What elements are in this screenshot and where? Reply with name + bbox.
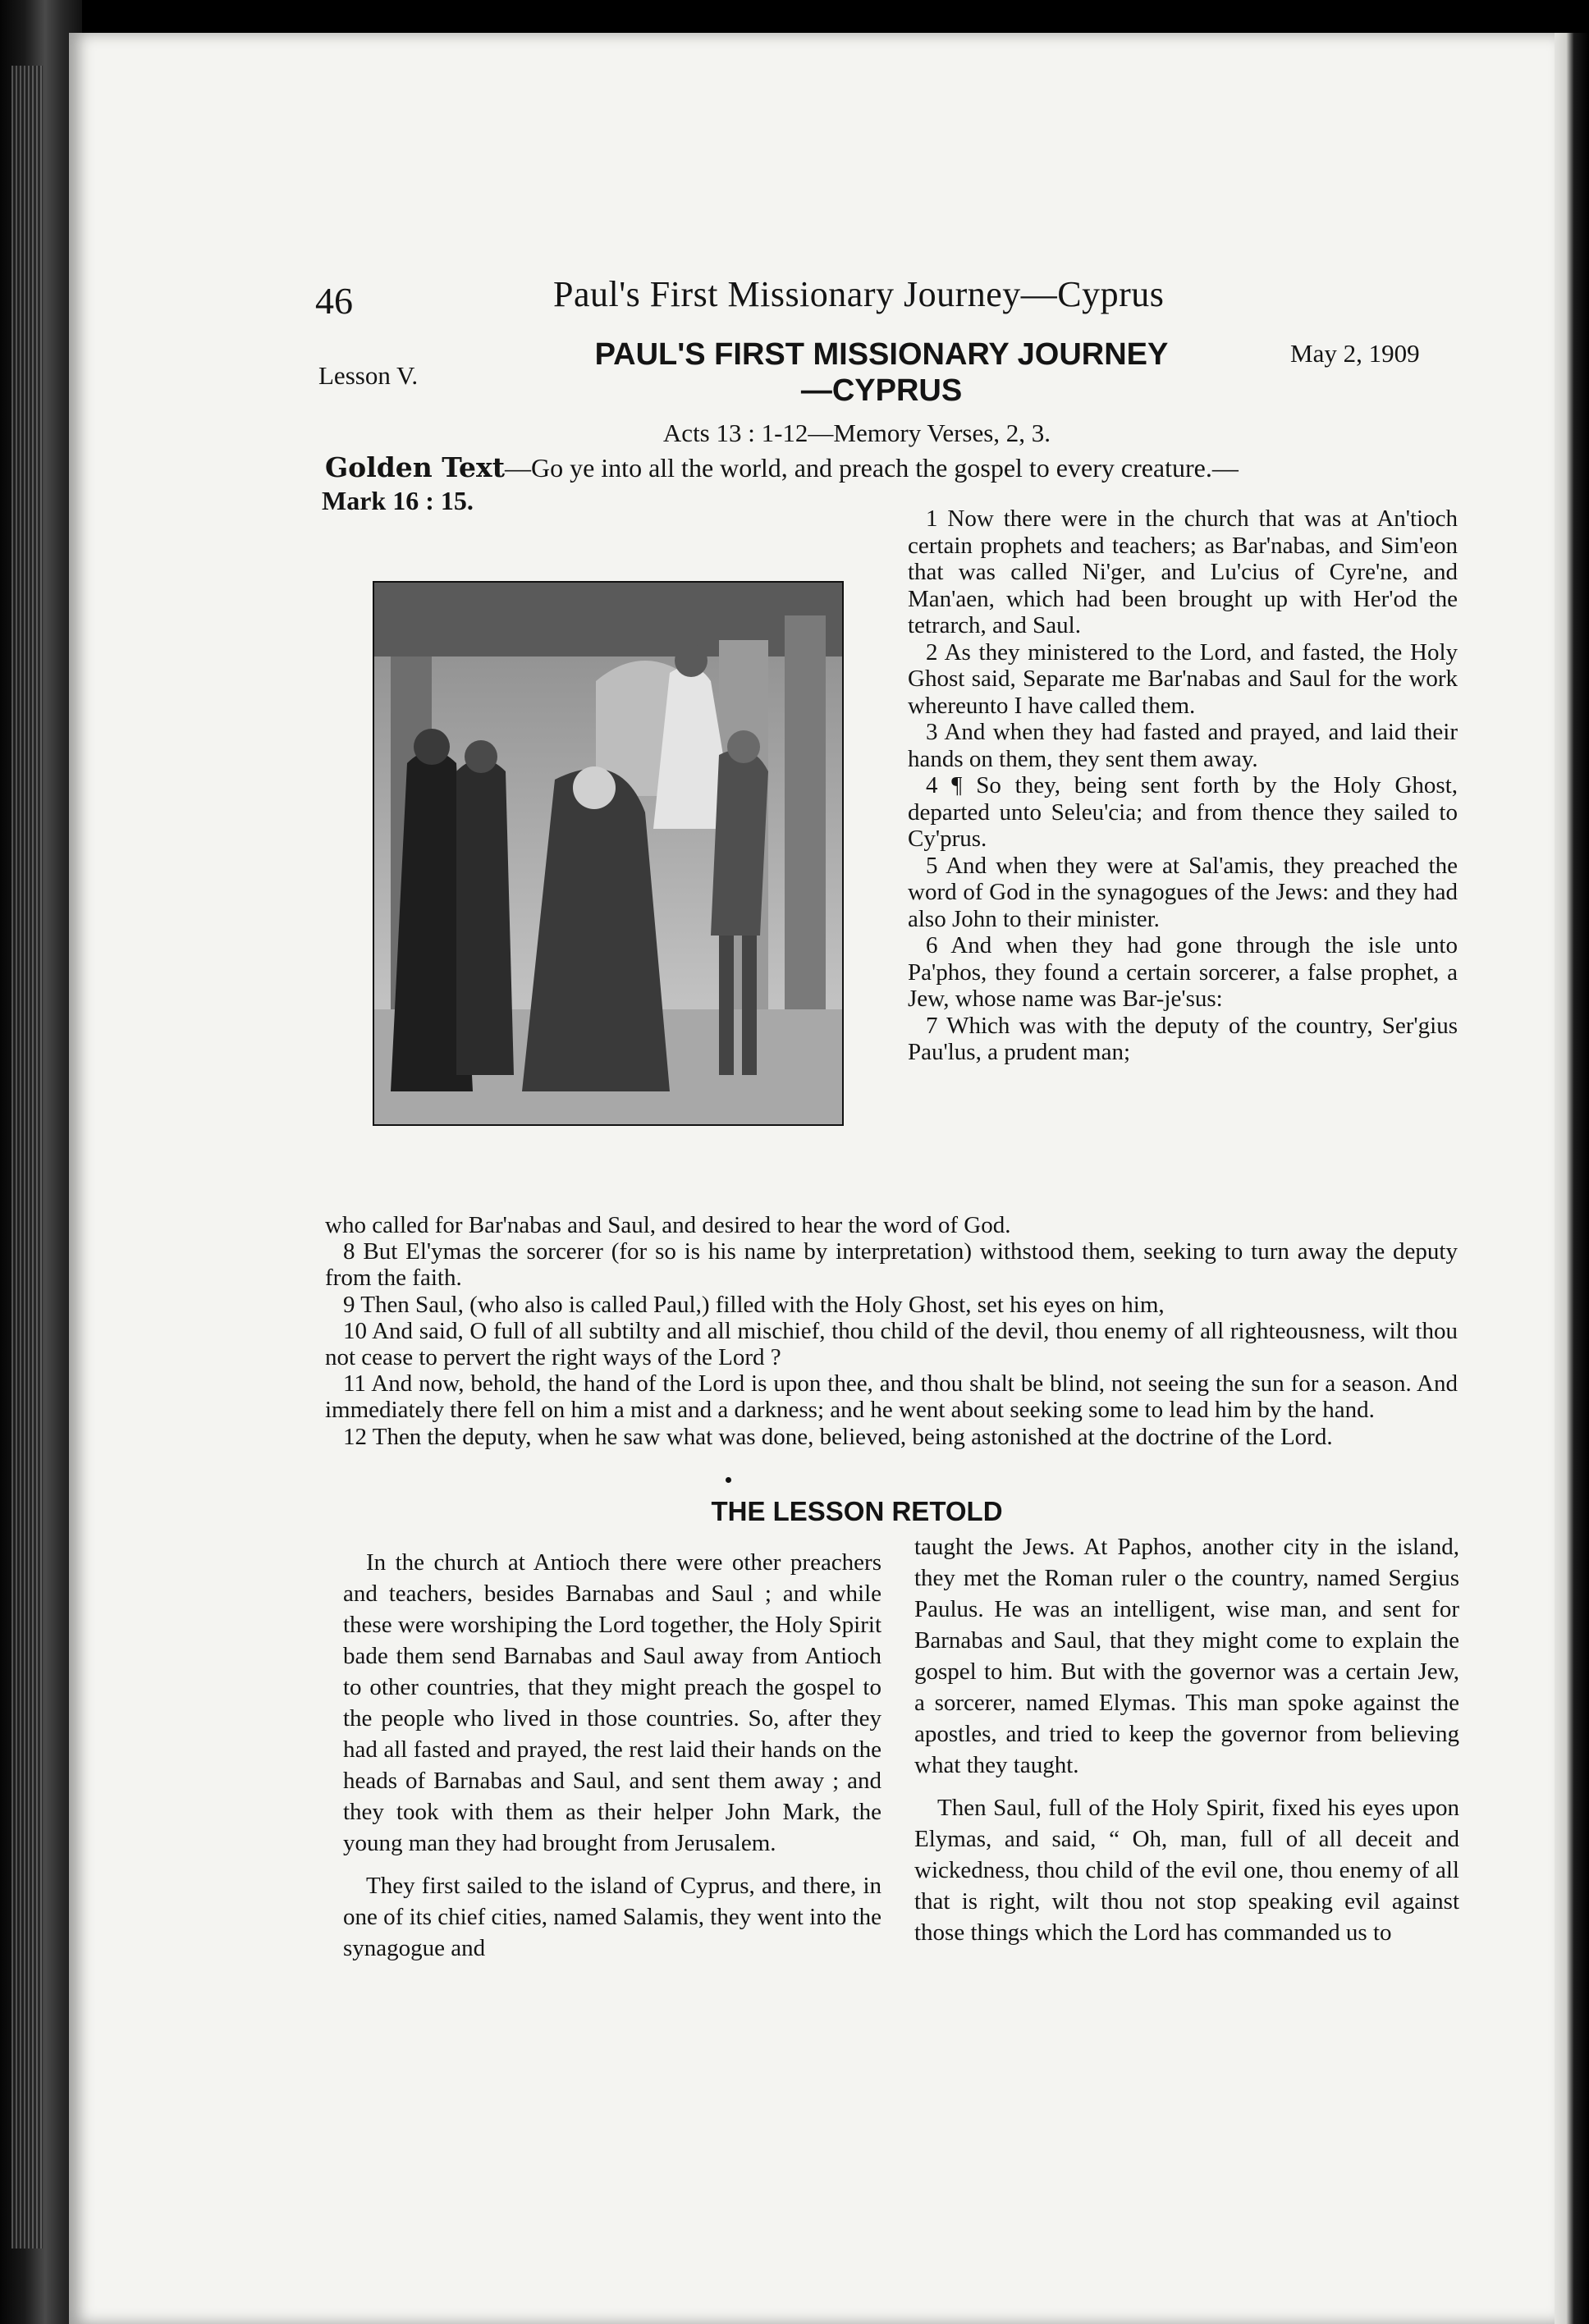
lesson-retold-heading: THE LESSON RETOLD	[711, 1496, 1003, 1526]
scripture-verses-full-width	[325, 1212, 1458, 1450]
book-page	[69, 33, 1555, 2324]
retold-paragraph-4: Then Saul, full of the Holy Spirit, fixed his eyes upon Elymas, and said, “ Oh, man, full of all deceit and wickedness, thou child of the evil one, thou enemy of all that is right, wilt thou not stop speaking evil against those things which the Lord has commanded us to	[914, 1795, 1459, 1946]
retold-paragraph-2: They first sailed to the island of Cyprus, and there, in one of its chief cities, named Salamis, they went into the synagogue and	[343, 1873, 882, 1961]
golden-text-label: Golden Text	[325, 451, 505, 483]
verse-12: 12 Then the deputy, when he saw what was done, believed, being astonished at the doctrine of the Lord.	[343, 1423, 1333, 1450]
retold-right-column	[914, 1531, 1459, 1960]
lesson-illustration	[373, 581, 844, 1126]
verse-6: 6 And when they had gone through the isle unto Pa'phos, they found a certain sorcerer, a false prophet, a Jew, whose name was Bar-je'sus:	[908, 932, 1458, 1012]
scripture-reference: Acts 13 : 1-12—Memory Verses, 2, 3.	[662, 419, 1051, 447]
running-head: Paul's First Missionary Journey—Cyprus	[553, 274, 1165, 314]
retold-left-column	[343, 1547, 882, 1975]
verse-10: 10 And said, O full of all subtilty and all mischief, thou child of the devil, thou enemy of all righteousness, wilt thou not cease to pervert the right ways of the Lord ?	[325, 1317, 1458, 1371]
verse-8: 8 But El'ymas the sorcerer (for so is his name by interpretation) withstood them, seeking to turn away the deputy from the faith.	[325, 1238, 1458, 1292]
bullet-mark	[726, 1477, 731, 1483]
verse-2: 2 As they ministered to the Lord, and fasted, the Holy Ghost said, Separate me Bar'nabas and Saul for the work whereunto I have called them.	[908, 638, 1458, 719]
scripture-verses-beside-image	[908, 506, 1458, 1066]
page-number: 46	[315, 280, 353, 322]
lesson-number: Lesson V.	[318, 361, 419, 390]
golden-text-citation: Mark 16 : 15.	[322, 486, 474, 515]
lesson-date: May 2, 1909	[1290, 339, 1420, 368]
verse-7: 7 Which was with the deputy of the country, Ser'gius Pau'lus, a prudent man;	[908, 1012, 1458, 1065]
verse-3: 3 And when they had fasted and prayed, and laid their hands on them, they sent them away.	[908, 719, 1458, 772]
verse-7-continued: who called for Bar'nabas and Saul, and desired to hear the word of God.	[325, 1212, 1011, 1238]
illustration-drawing	[374, 583, 842, 1124]
lesson-title-line-1: PAUL'S FIRST MISSIONARY JOURNEY	[594, 337, 1169, 372]
retold-paragraph-1: In the church at Antioch there were other preachers and teachers, besides Barnabas and Saul ; and while these were worshiping the Lord together, the Holy Spirit bade them send Barnabas and Saul away from Antioch to other countries, that they might preach the gospel to the people who lived in those countries. So, after they had all fasted and prayed, the rest laid their hands on the heads of Barnabas and Saul, and sent them away ; and they took with them as their helper John Mark, the young man they had brought from Jerusalem.	[343, 1549, 882, 1856]
verse-9: 9 Then Saul, (who also is called Paul,) filled with the Holy Ghost, set his eyes on him,	[343, 1291, 1165, 1318]
lesson-title	[529, 336, 1234, 409]
lesson-title-line-2: —CYPRUS	[800, 373, 963, 408]
scan-right-border	[1551, 33, 1589, 2324]
verse-4: 4 ¶ So they, being sent forth by the Holy Ghost, departed unto Seleu'cia; and from thence they sailed to Cy'prus.	[908, 772, 1458, 852]
golden-text-body: —Go ye into all the world, and preach the gospel to every creature.—	[504, 453, 1239, 483]
verse-1: 1 Now there were in the church that was at An'tioch certain prophets and teachers; as Bar'nabas, and Sim'eon that was called Ni'ger, and Lu'cius of Cyre'ne, and Man'aen, which had been brought up with Her'od the tetrarch, and Saul.	[908, 506, 1458, 638]
verse-11: 11 And now, behold, the hand of the Lord is upon thee, and thou shalt be blind, not seeing the sun for a season. And immediately there fell on him a mist and a darkness; and he went about seeking some to lead him by the hand.	[325, 1370, 1458, 1424]
retold-paragraph-3: taught the Jews. At Paphos, another city in the island, they met the Roman ruler o the country, named Sergius Paulus. He was an intelligent, wise man, and sent for Barnabas and Saul, that they might come to explain the gospel to him. But with the governor was a certain Jew, a sorcerer, named Elymas. This man spoke against the apostles, and tried to keep the governor from believing what they taught.	[914, 1534, 1459, 1778]
verse-5: 5 And when they were at Sal'amis, they preached the word of God in the synagogues of the Jews: and they had also John to their minister.	[908, 852, 1458, 932]
